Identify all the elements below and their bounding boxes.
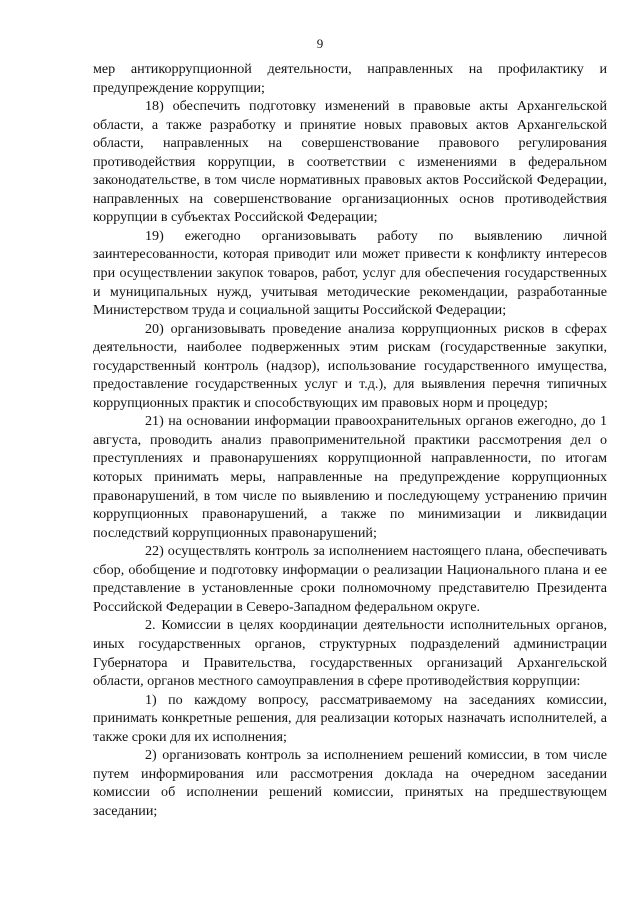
paragraph-subitem-2: 2) организовать контроль за исполнением решений комиссии, в том числе путем информирования или рассмотрения доклада на очередном заседании комиссии об исполнении решений комиссии, принятых на предшествующем заседании;	[93, 747, 607, 819]
paragraph-continuation: мер антикоррупционной деятельности, направленных на профилактику и предупреждение коррупции;	[93, 61, 607, 96]
paragraph-item-20: 20) организовывать проведение анализа коррупционных рисков в сферах деятельности, наиболее подверженных этим рискам (государственные закупки, государственный контроль (надзор), использование государственного имущества, предоставление государственных услуг и т.д.), для выявления перечня типичных коррупционных практик и способствующих им правовых норм и процедур;	[93, 320, 607, 411]
paragraph-item-18: 18) обеспечить подготовку изменений в правовые акты Архангельской области, а также разработку и принятие новых правовых актов Архангельской области, направленных на совершенствование правового регулирования противодействия коррупции, в соответствии с изменениями в федеральном законодательстве, в том числе нормативных правовых актов Российской Федерации, направленных на совершенствование организационных основ противодействия коррупции в субъектах Российской Федерации;	[93, 98, 607, 226]
paragraph-section-2: 2. Комиссии в целях координации деятельности исполнительных органов, иных государственных органов, структурных подразделений администрации Губернатора и Правительства, государственных организаций Архангельской области, органов местного самоуправления в сфере противодействия коррупции:	[93, 617, 607, 690]
page-number: 9	[316, 36, 324, 51]
paragraph-subitem-1: 1) по каждому вопросу, рассматриваемому на заседаниях комиссии, принимать конкретные решения, для реализации которых назначать исполнителей, а также сроки для их исполнения;	[93, 691, 607, 745]
paragraph-item-19: 19) ежегодно организовывать работу по выявлению личной заинтересованности, которая приводит или может привести к конфликту интересов при осуществлении закупок товаров, работ, услуг для обеспечения государственных и муниципальных нужд, учитывая методические рекомендации, разработанные Министерством труда и социальной защиты Российской Федерации;	[93, 227, 607, 319]
document-body	[93, 60, 607, 820]
paragraph-item-22: 22) осуществлять контроль за исполнением настоящего плана, обеспечивать сбор, обобщение и подготовку информации о реализации Национального плана и ее представление в установленные сроки полномочному представителю Президента Российской Федерации в Северо-Западном федеральном округе.	[93, 543, 607, 615]
paragraph-item-21: 21) на основании информации правоохранительных органов ежегодно, до 1 августа, проводить анализ правоприменительной практики рассмотрения дел о преступлениях и правонарушениях коррупционной направленности, по итогам которых принимать меры, направленные на предупреждение коррупционных правонарушений, в том числе по выявлению и последующему устранению причин коррупционных правонарушений, а также по минимизации и ликвидации последствий коррупционных правонарушений;	[93, 413, 607, 541]
